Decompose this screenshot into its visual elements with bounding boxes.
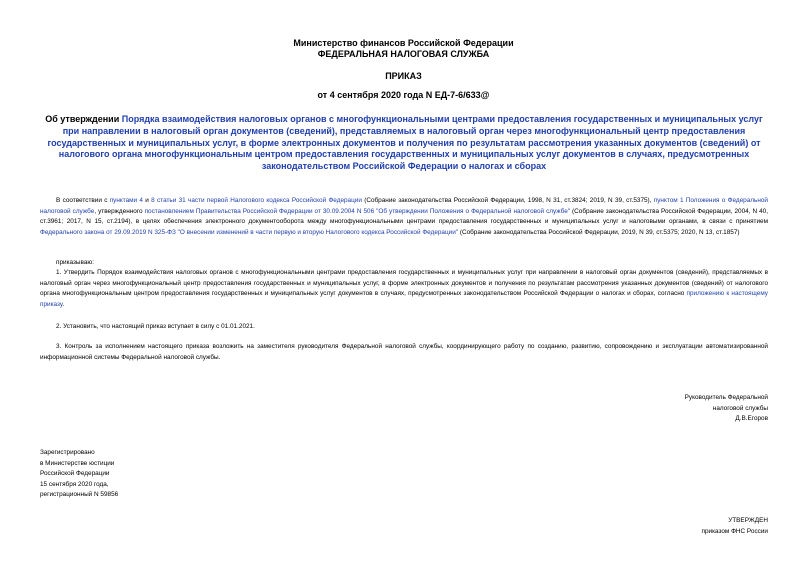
order-item-3: 3. Контроль за исполнением настоящего приказа возложить на заместителя руководителя Федеральной налоговой службы, координирующего работу по созданию, развитию, сопровождению и эксплуатации автоматизированной информационной системы Федеральной налоговой службы. [40,343,768,361]
preamble-text-4: , утвержденного [94,207,145,215]
document-title [36,114,772,173]
order-item-1 [40,268,768,310]
approved-block [560,516,768,537]
signature-block [560,393,768,425]
approved-line-1: УТВЕРЖДЕН [728,517,768,524]
registration-line-4: 15 сентября 2020 года, [40,480,109,488]
item-1-text: 1. Утвердить Порядок взаимодействия налоговых органов с многофункциональными центрами предоставления государственных и муниципальных услуг при направлении в налоговый орган документов (сведений), представляемых в налоговый орган через многофункциональный центр предоставления государственных и муниципальных услуг, в форме электронных документов и получения по результатам рассмотрения указанных документов (сведений) от налогового органа многофункциональным центром предоставления государственных и муниципальных услуг документов в случаях, предусмотренных законодательством Российской Федерации о налогах и сборах, согласно [40,269,768,298]
preamble-link-1[interactable]: пунктами 4 [109,197,143,204]
registration-block [40,448,260,501]
registration-line-1: Зарегистрировано [40,449,95,456]
signature-name: Д.В.Егоров [735,415,768,422]
order-word: приказываю: [56,259,94,266]
preamble-text-2: и [142,197,152,204]
preamble-link-5[interactable]: Федерального закона от 29.09.2019 N 325-ФЗ "О внесении изменений в части первую и вторую Налогового кодекса Российской Федерации" [40,228,459,236]
item-1-end: . [62,300,65,308]
preamble-text-1: В соответствии с [56,197,110,204]
title-link[interactable]: Порядка взаимодействия налоговых органов с многофункциональными центрами предоставления государственных и муниципальных услуг при направлении в налоговый орган документов (сведений), представляемых в налоговый орган через многофункциональный центр предоставления государственных и муниципальных услуг, в форме электронных документов и получения по результатам рассмотрения указанных документов (сведений) от налогового органа многофункциональным центром предоставления государственных и муниципальных услуг документов в случаях, предусмотренных законодательством Российской Федерации о налогах и сборах [47,114,763,172]
registration-line-5: регистрационный N 59856 [40,491,119,498]
approved-line-2: приказом ФНС России [701,527,768,535]
document-date-number: от 4 сентября 2020 года N ЕД-7-6/633@ [317,90,490,100]
preamble-text-5: (Собрание законодательства Российской Федерации, 2004, N 40, ст.3961; 2017, N 15, ст.2194), в целях обеспечения электронного документооборота между многофункциональными центрами предоставления государственных и муниципальных услуг и налоговыми органами, в связи с принятием [40,207,769,226]
preamble-text-6: (Собрание законодательства Российской Федерации, 2019, N 39, ст.5375; 2020, N 13, ст.1857) [458,228,740,236]
signature-line-1: Руководитель Федеральной [684,394,768,401]
signature-line-2: налоговой службы [712,404,768,412]
registration-line-3: Российской Федерации [40,470,110,477]
title-prefix: Об утверждении [45,114,122,124]
ministry-name: Министерство финансов Российской Федерации [293,38,514,48]
preamble-link-4[interactable]: постановлением Правительства Российской Федерации от 30.09.2004 N 506 "Об утверждении Положения о Федеральной налоговой службе" [144,207,571,215]
item-1-link[interactable]: приложению к настоящему приказу [40,290,768,308]
preamble-paragraph [40,196,768,238]
document-type: ПРИКАЗ [385,71,422,81]
preamble-link-2[interactable]: 8 статьи 31 части первой Налогового кодекса Российской Федерации [151,197,362,204]
service-name: ФЕДЕРАЛЬНАЯ НАЛОГОВАЯ СЛУЖБА [317,49,490,59]
registration-line-2: в Министерстве юстиции [40,459,115,467]
order-item-2: 2. Установить, что настоящий приказ вступает в силу с 01.01.2021. [56,323,255,330]
preamble-text-3: (Собрание законодательства Российской Федерации, 1998, N 31, ст.3824; 2019, N 39, ст.5375), [361,197,654,204]
preamble-link-3[interactable]: пунктом 1 Положения о Федеральной налоговой службе [40,197,769,215]
